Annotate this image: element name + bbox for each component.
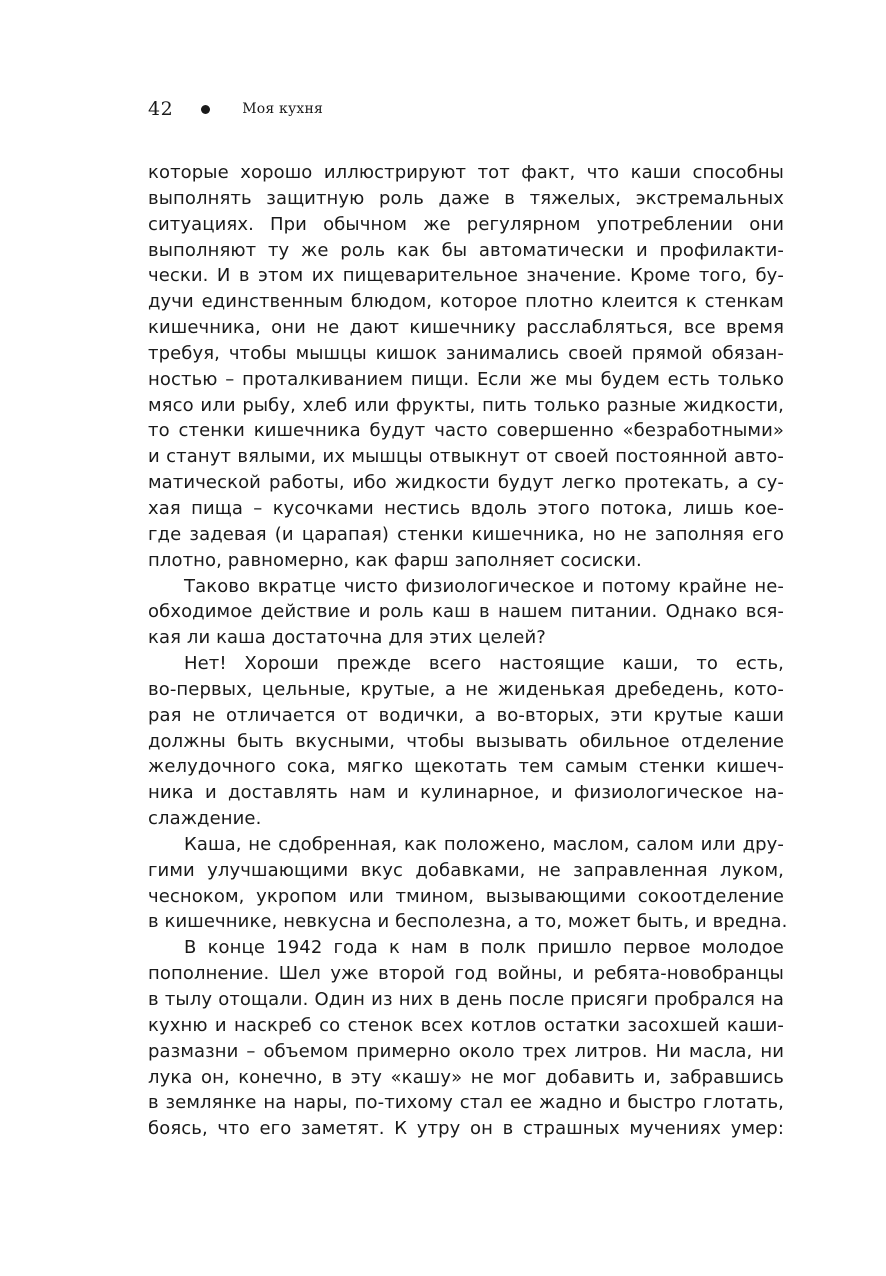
text-line: в тылу отощали. Один из них в день после присяги пробрался на [148,989,784,1010]
text-line: обходимое действие и роль каш в нашем питании. Однако вся- [148,601,784,623]
text-line: мясо или рыбу, хлеб или фрукты, пить только разные жидкости, [148,394,784,416]
text-line: Таково вкратце чисто физиологическое и потому крайне не- [184,575,784,597]
paragraph [148,574,784,652]
text-line: выполняют ту же роль как бы автоматически и профилакти- [148,239,784,261]
page-number: 42 [148,98,174,120]
text-line: плотно, равномерно, как фарш заполняет сосиски. [148,549,642,571]
text-line: чески. И в этом их пищеварительное значение. Кроме того, бу- [148,265,784,287]
bullet-icon [201,105,210,114]
paragraph [148,832,788,935]
text-line: В конце 1942 года к нам в полк пришло первое молодое [184,937,784,959]
text-line: боясь, что его заметят. К утру он в страшных мучениях умер: [148,1118,784,1140]
text-line: должны быть вкусными, чтобы вызывать обильное отделение [148,730,784,752]
text-line: Нет! Хороши прежде всего настоящие каши, то есть, [184,653,784,675]
text-line: кухню и наскреб со стенок всех котлов остатки засохшей каши- [148,1014,784,1036]
text-line: кая ли каша достаточна для этих целей? [148,627,546,649]
text-line: хая пища – кусочками нестись вдоль этого потока, лишь кое- [148,497,784,519]
text-line: требуя, чтобы мышцы кишок занимались своей прямой обязан- [148,342,784,364]
text-line: и станут вялыми, их мышцы отвыкнут от своей постоянной авто- [148,446,784,468]
text-line: желудочного сока, мягко щекотать тем самым стенки кишеч- [148,756,784,778]
text-line: ситуациях. При обычном же регулярном употреблении они [148,213,784,235]
text-line: матической работы, ибо жидкости будут легко протекать, а су- [148,472,784,494]
text-line: гими улучшающими вкус добавками, не заправленная луком, [148,859,784,881]
text-line: лука он, конечно, в эту «кашу» не мог добавить и, забравшись [148,1066,784,1088]
text-line: во-первых, цельные, крутые, а не жиденькая дребедень, кото- [148,678,784,700]
paragraph [148,935,784,1142]
paragraph [148,160,784,574]
text-line: которые хорошо иллюстрируют тот факт, что каши способны [148,162,784,183]
paragraph [148,651,784,832]
text-line: рая не отличается от водички, а во-вторых, эти крутые каши [148,704,784,726]
text-line: в землянке на нары, по-тихому стал ее жадно и быстро глотать, [148,1092,784,1114]
text-line: кишечника, они не дают кишечнику расслабляться, все время [148,317,784,339]
text-line: чесноком, укропом или тмином, вызывающими сокоотделение [148,885,784,907]
text-line: ностью – проталкиванием пищи. Если же мы будем есть только [148,368,784,390]
text-line: слаждение. [148,808,262,830]
body-text [148,160,788,1142]
text-line: дучи единственным блюдом, которое плотно клеится к стенкам [148,291,784,313]
section-title: Моя кухня [242,101,324,117]
text-line: где задевая (и царапая) стенки кишечника, но не заполняя его [148,523,784,545]
text-line: Каша, не сдобренная, как положено, маслом, салом или дру- [184,833,784,855]
text-line: то стенки кишечника будут часто совершенно «безработными» [148,420,784,442]
text-line: в кишечнике, невкусна и бесполезна, а то, может быть, и вредна. [148,911,788,933]
text-line: выполнять защитную роль даже в тяжелых, экстремальных [148,187,784,209]
running-head [148,96,323,122]
text-line: размазни – объемом примерно около трех литров. Ни масла, ни [148,1040,784,1062]
text-line: ника и доставлять нам и кулинарное, и физиологическое на- [148,782,784,804]
text-line: пополнение. Шел уже второй год войны, и ребята-новобранцы [148,963,784,985]
